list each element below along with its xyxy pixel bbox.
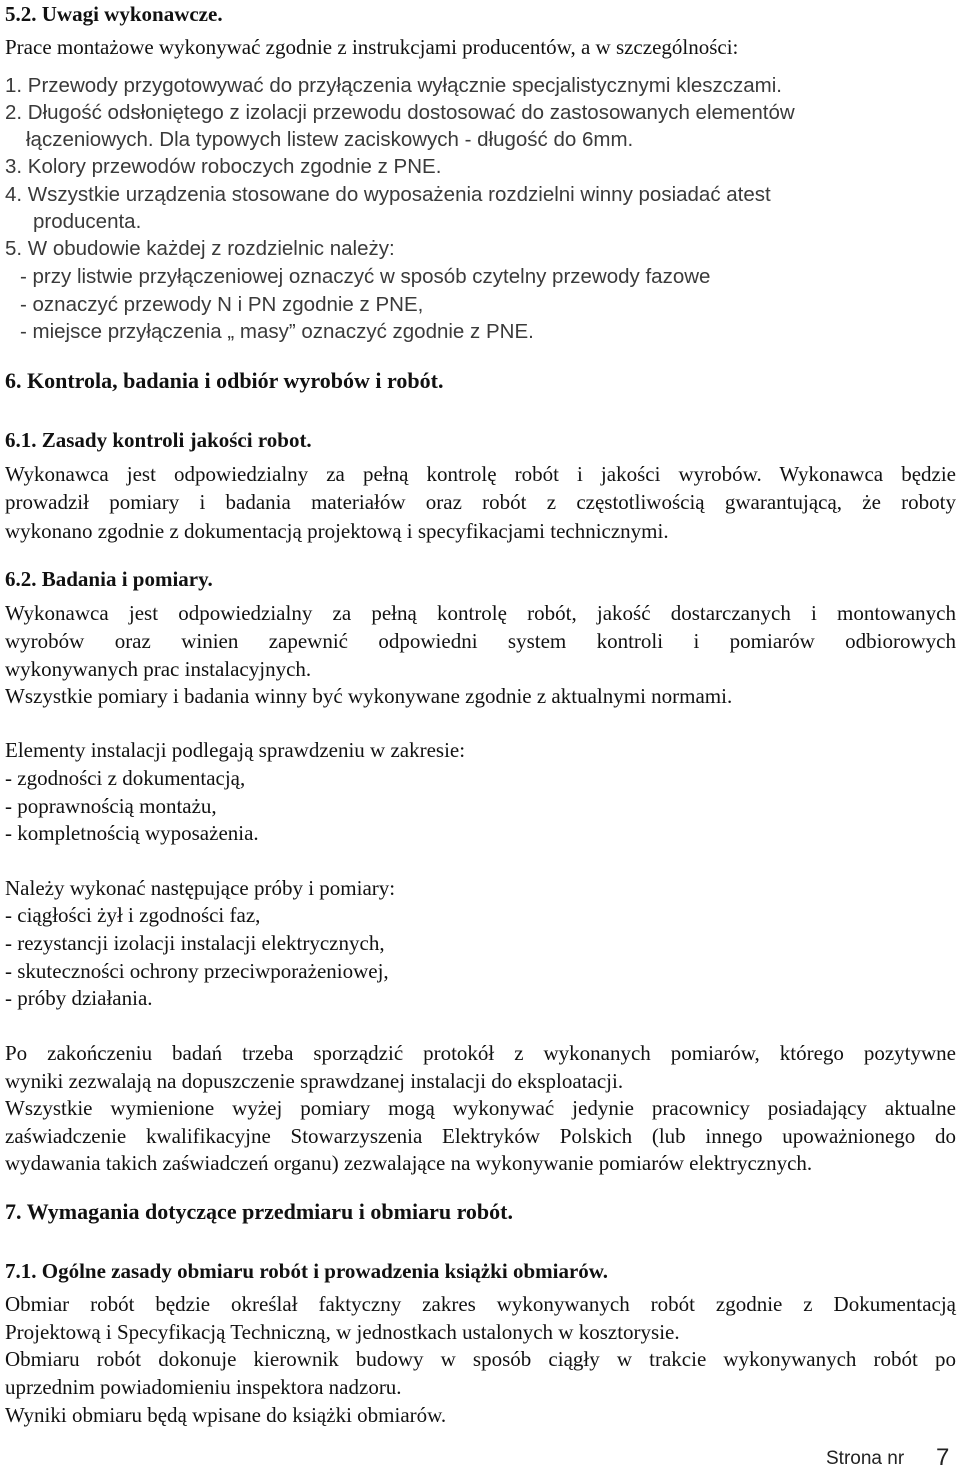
section-heading-6: 6. Kontrola, badania i odbiór wyrobów i robót. — [5, 368, 444, 393]
list-item: 5. W obudowie każdej z rozdzielnic należy: — [5, 237, 395, 260]
page-number: 7 — [936, 1444, 950, 1471]
list-item: - kompletnością wyposażenia. — [5, 821, 259, 845]
list-item: - zgodności z dokumentacją, — [5, 766, 246, 790]
list-subitem: - oznaczyć przewody N i PN zgodnie z PNE, — [20, 293, 424, 316]
section-heading-5-2: 5.2. Uwagi wykonawcze. — [5, 2, 223, 26]
list-item: 3. Kolory przewodów roboczych zgodnie z PNE. — [5, 155, 442, 178]
subsection-heading-6-1: 6.1. Zasady kontroli jakości robot. — [5, 428, 312, 452]
paragraph-line: Wszystkie pomiary i badania winny być wykonywane zgodnie z aktualnymi normami. — [5, 684, 733, 708]
paragraph-line: wyniki zezwalają na dopuszczenie sprawdzanej instalacji do eksploatacji. — [5, 1069, 624, 1093]
paragraph-line: wykonano zgodnie z dokumentacją projektową i specyfikacjami technicznymi. — [5, 519, 669, 543]
list-item: 4. Wszystkie urządzenia stosowane do wyposażenia rozdzielni winny posiadać atest — [5, 183, 771, 206]
paragraph-line: Po zakończeniu badań trzeba sporządzić protokół z wykonanych pomiarów, którego pozytywne — [5, 1041, 956, 1065]
subsection-heading-6-2: 6.2. Badania i pomiary. — [5, 567, 213, 591]
paragraph-line: wyrobów oraz winien zapewnić odpowiedni system kontroli i pomiarów odbiorowych — [5, 629, 956, 653]
paragraph-line: Obmiar robót będzie określał faktyczny zakres wykonywanych robót zgodnie z Dokumentacją — [5, 1292, 956, 1316]
section-heading-7: 7. Wymagania dotyczące przedmiaru i obmiaru robót. — [5, 1199, 513, 1224]
paragraph-line: uprzednim powiadomieniu inspektora nadzoru. — [5, 1375, 402, 1399]
list-item: 2. Długość odsłoniętego z izolacji przewodu dostosować do zastosowanych elementów — [5, 101, 795, 124]
paragraph-line: Wyniki obmiaru będą wpisane do książki obmiarów. — [5, 1403, 447, 1427]
list-item: - próby działania. — [5, 986, 153, 1010]
paragraph-line: Obmiaru robót dokonuje kierownik budowy w sposób ciągły w trakcie wykonywanych robót po — [5, 1347, 956, 1371]
list-item-continuation: łączeniowych. Dla typowych listew zaciskowych - długość do 6mm. — [26, 128, 634, 151]
page-footer-label: Strona nr — [826, 1448, 905, 1469]
paragraph-line: Projektową i Specyfikacją Techniczną, w jednostkach ustalonych w kosztorysie. — [5, 1320, 680, 1344]
list-item-continuation: producenta. — [33, 210, 142, 233]
paragraph-line: Wykonawca jest odpowiedzialny za pełną kontrolę robót i jakości wyrobów. Wykonawca będzie — [5, 462, 956, 486]
list-item: - rezystancji izolacji instalacji elektrycznych, — [5, 931, 385, 955]
list-item: - skuteczności ochrony przeciwporażeniowej, — [5, 959, 389, 983]
list-subitem: - przy listwie przyłączeniowej oznaczyć w sposób czytelny przewody fazowe — [20, 265, 711, 288]
elements-intro: Elementy instalacji podlegają sprawdzeniu w zakresie: — [5, 738, 466, 762]
paragraph-line: prowadził pomiary i badania materiałów oraz robót z częstotliwością gwarantującą, że roboty — [5, 490, 956, 514]
list-subitem: - miejsce przyłączenia „ masy” oznaczyć zgodnie z PNE. — [20, 320, 534, 343]
section-intro: Prace montażowe wykonywać zgodnie z instrukcjami producentów, a w szczególności: — [5, 35, 739, 59]
paragraph-line: Wszystkie wymienione wyżej pomiary mogą wykonywać jedynie pracownicy posiadający aktualne — [5, 1096, 956, 1120]
tests-intro: Należy wykonać następujące próby i pomiary: — [5, 876, 396, 900]
paragraph-line: wydawania takich zaświadczeń organu) zezwalające na wykonywanie pomiarów elektrycznych. — [5, 1151, 813, 1175]
list-item: - poprawnością montażu, — [5, 794, 217, 818]
paragraph-line: zaświadczenie kwalifikacyjne Stowarzyszenia Elektryków Polskich (lub innego upoważnionego do — [5, 1124, 956, 1148]
paragraph-line: wykonywanych prac instalacyjnych. — [5, 657, 312, 681]
subsection-heading-7-1: 7.1. Ogólne zasady obmiaru robót i prowadzenia książki obmiarów. — [5, 1259, 609, 1283]
list-item: 1. Przewody przygotowywać do przyłączenia wyłącznie specjalistycznymi kleszczami. — [5, 74, 782, 97]
paragraph-line: Wykonawca jest odpowiedzialny za pełną kontrolę robót, jakość dostarczanych i montowanych — [5, 601, 956, 625]
list-item: - ciągłości żył i zgodności faz, — [5, 903, 261, 927]
